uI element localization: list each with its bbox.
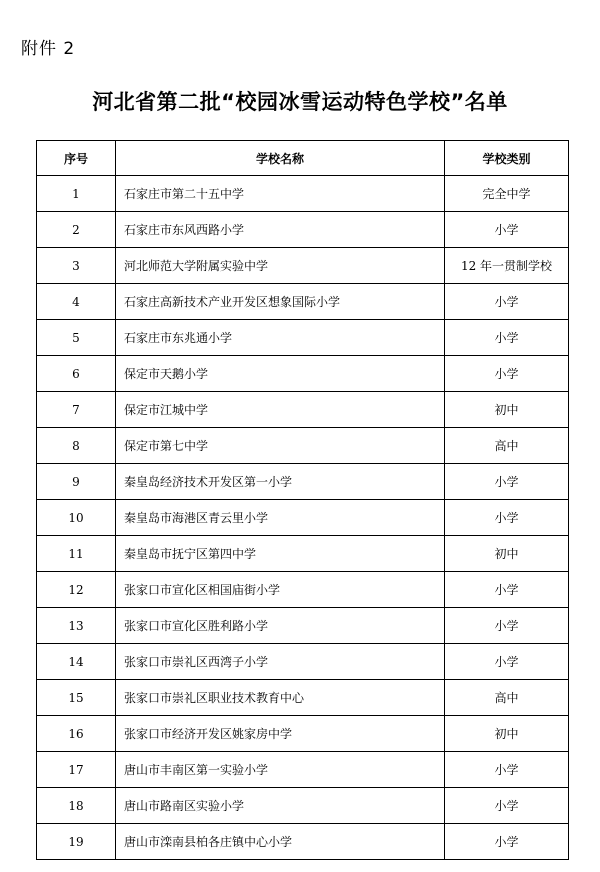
row-index: 15 bbox=[37, 680, 116, 716]
row-school-name: 石家庄市东风西路小学 bbox=[116, 212, 445, 248]
table-row bbox=[37, 428, 569, 464]
row-school-type: 小学 bbox=[445, 284, 569, 320]
row-index: 18 bbox=[37, 788, 116, 824]
row-school-name: 唐山市丰南区第一实验小学 bbox=[116, 752, 445, 788]
row-index: 12 bbox=[37, 572, 116, 608]
row-school-name: 石家庄市第二十五中学 bbox=[116, 176, 445, 212]
row-school-name: 张家口市宣化区相国庙街小学 bbox=[116, 572, 445, 608]
row-school-type: 高中 bbox=[445, 680, 569, 716]
row-index: 17 bbox=[37, 752, 116, 788]
row-school-name: 张家口市经济开发区姚家房中学 bbox=[116, 716, 445, 752]
row-index: 11 bbox=[37, 536, 116, 572]
row-school-type: 完全中学 bbox=[445, 176, 569, 212]
row-index: 9 bbox=[37, 464, 116, 500]
header-index: 序号 bbox=[37, 141, 116, 176]
table-row bbox=[37, 572, 569, 608]
row-index: 16 bbox=[37, 716, 116, 752]
row-school-type: 初中 bbox=[445, 392, 569, 428]
row-school-name: 张家口市崇礼区职业技术教育中心 bbox=[116, 680, 445, 716]
row-school-type: 高中 bbox=[445, 428, 569, 464]
table-row bbox=[37, 680, 569, 716]
table-row bbox=[37, 464, 569, 500]
row-school-type: 小学 bbox=[445, 608, 569, 644]
row-school-name: 保定市天鹅小学 bbox=[116, 356, 445, 392]
row-school-name: 保定市第七中学 bbox=[116, 428, 445, 464]
row-school-name: 唐山市路南区实验小学 bbox=[116, 788, 445, 824]
row-school-name: 石家庄高新技术产业开发区想象国际小学 bbox=[116, 284, 445, 320]
header-school-name: 学校名称 bbox=[116, 141, 445, 176]
row-school-name: 秦皇岛市抚宁区第四中学 bbox=[116, 536, 445, 572]
table-row bbox=[37, 320, 569, 356]
row-school-name: 秦皇岛经济技术开发区第一小学 bbox=[116, 464, 445, 500]
row-school-type: 小学 bbox=[445, 212, 569, 248]
row-school-name: 石家庄市东兆通小学 bbox=[116, 320, 445, 356]
row-school-type: 12 年一贯制学校 bbox=[445, 248, 569, 284]
row-index: 19 bbox=[37, 824, 116, 860]
header-school-type: 学校类别 bbox=[445, 141, 569, 176]
row-school-type: 小学 bbox=[445, 644, 569, 680]
row-school-type: 初中 bbox=[445, 716, 569, 752]
table-row bbox=[37, 248, 569, 284]
table-row bbox=[37, 824, 569, 860]
table-row bbox=[37, 608, 569, 644]
row-index: 1 bbox=[37, 176, 116, 212]
school-list-table bbox=[36, 140, 569, 860]
row-school-type: 小学 bbox=[445, 464, 569, 500]
row-school-type: 小学 bbox=[445, 572, 569, 608]
row-school-type: 初中 bbox=[445, 536, 569, 572]
row-index: 14 bbox=[37, 644, 116, 680]
row-index: 13 bbox=[37, 608, 116, 644]
row-school-name: 唐山市滦南县柏各庄镇中心小学 bbox=[116, 824, 445, 860]
row-index: 2 bbox=[37, 212, 116, 248]
table-row bbox=[37, 212, 569, 248]
row-school-type: 小学 bbox=[445, 824, 569, 860]
table-row bbox=[37, 644, 569, 680]
page-title: 河北省第二批“校园冰雪运动特色学校”名单 bbox=[92, 90, 508, 114]
row-index: 10 bbox=[37, 500, 116, 536]
row-school-type: 小学 bbox=[445, 320, 569, 356]
table-row bbox=[37, 500, 569, 536]
row-school-type: 小学 bbox=[445, 788, 569, 824]
row-index: 5 bbox=[37, 320, 116, 356]
row-school-name: 保定市江城中学 bbox=[116, 392, 445, 428]
row-index: 8 bbox=[37, 428, 116, 464]
table-row bbox=[37, 536, 569, 572]
row-school-name: 秦皇岛市海港区青云里小学 bbox=[116, 500, 445, 536]
row-school-type: 小学 bbox=[445, 356, 569, 392]
row-index: 7 bbox=[37, 392, 116, 428]
table-row bbox=[37, 284, 569, 320]
row-school-name: 张家口市宣化区胜利路小学 bbox=[116, 608, 445, 644]
attachment-label: 附件 2 bbox=[21, 39, 76, 59]
row-index: 6 bbox=[37, 356, 116, 392]
table-header-row bbox=[37, 141, 569, 176]
table-row bbox=[37, 716, 569, 752]
row-index: 4 bbox=[37, 284, 116, 320]
table-row bbox=[37, 752, 569, 788]
table-row bbox=[37, 392, 569, 428]
row-school-name: 河北师范大学附属实验中学 bbox=[116, 248, 445, 284]
row-school-type: 小学 bbox=[445, 500, 569, 536]
table-row bbox=[37, 788, 569, 824]
row-school-type: 小学 bbox=[445, 752, 569, 788]
table-row bbox=[37, 176, 569, 212]
table-row bbox=[37, 356, 569, 392]
row-index: 3 bbox=[37, 248, 116, 284]
row-school-name: 张家口市崇礼区西湾子小学 bbox=[116, 644, 445, 680]
